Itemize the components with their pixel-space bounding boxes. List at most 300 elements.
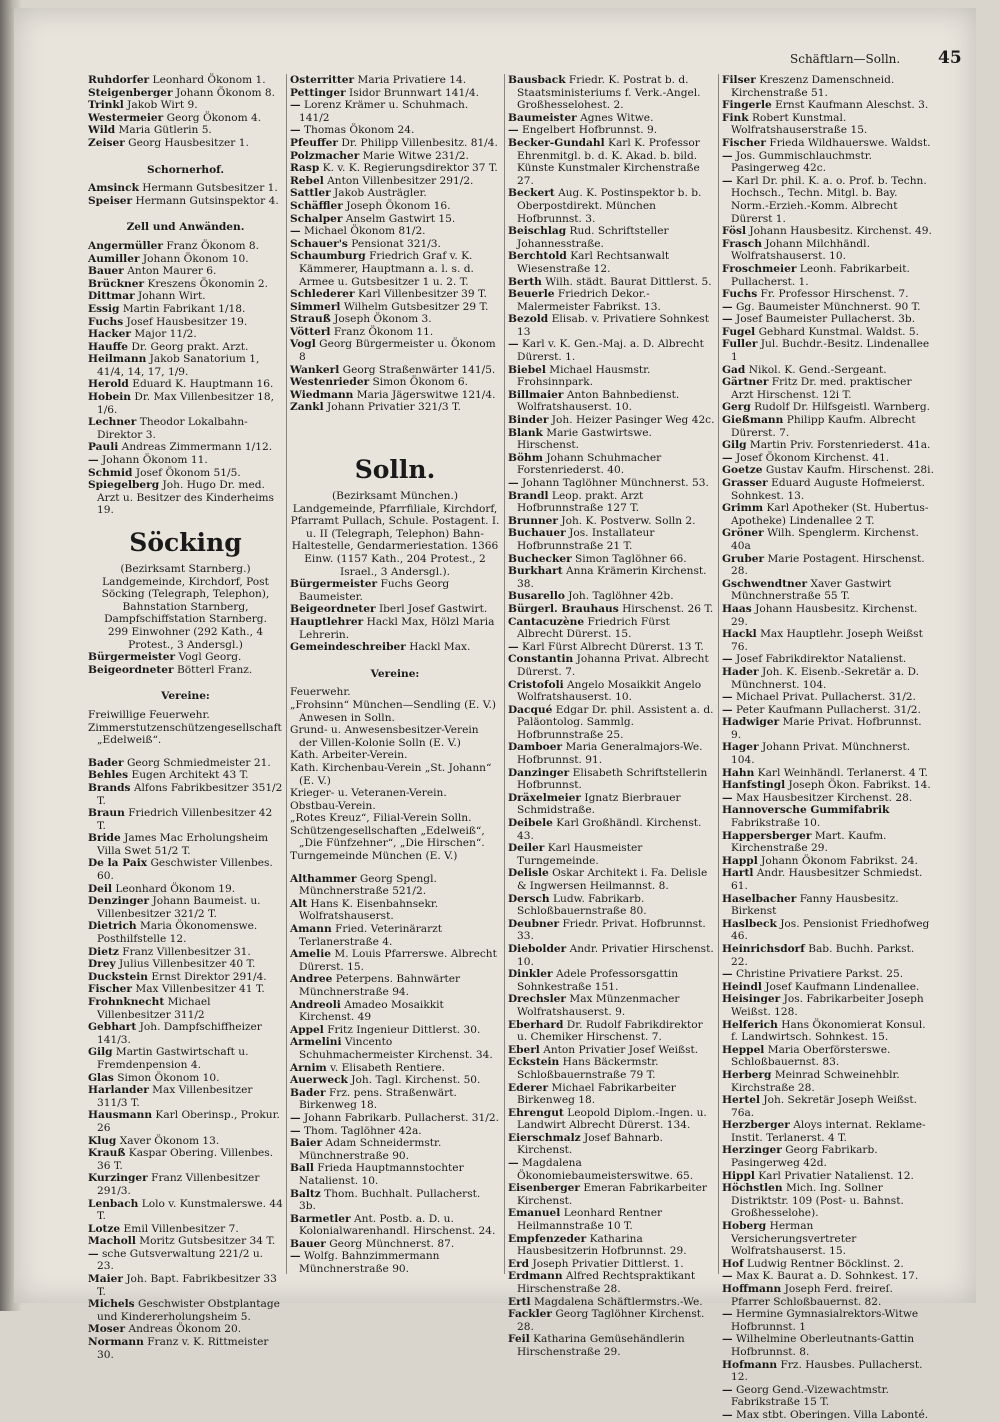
directory-entry	[722, 603, 934, 628]
entry-details: Wilhelmine Oberleutnants-Gattin Hofbrunnst. 8.	[731, 1333, 915, 1358]
directory-entry	[508, 414, 716, 427]
directory-entry	[290, 389, 500, 402]
entry-name: Bauer	[290, 1237, 326, 1250]
entry-details: Friedrich Fürst Albrecht Dürerst. 15.	[517, 615, 670, 641]
directory-entry	[722, 968, 934, 981]
directory-entry	[290, 973, 500, 998]
entry-name: Hoffmann	[722, 1283, 782, 1295]
entry-details: Joh. Sekretär Joseph Weißst. 76a.	[731, 1094, 917, 1119]
entry-name: —	[290, 1111, 301, 1124]
entry-name: Deubner	[508, 917, 560, 930]
entry-name: Fuchs	[88, 315, 124, 328]
entry-name: Gerg	[722, 401, 751, 414]
directory-entry	[290, 187, 500, 200]
entry-details: Wilhelm Gutsbesitzer 29 T.	[343, 300, 489, 313]
directory-entry	[722, 628, 934, 653]
directory-entry	[508, 452, 716, 477]
entry-details: Maria Oberförsterswe. Schloßbauernst. 83.	[731, 1043, 891, 1069]
entry-details: Thomas Ökonom 24.	[303, 124, 415, 137]
entry-details: Eduard K. Hauptmann 16.	[132, 378, 274, 391]
entry-details: Karl v. K. Gen.-Maj. a. D. Albrecht Dürerst. 1.	[517, 338, 704, 364]
entry-name: Barmetler	[290, 1212, 351, 1225]
entry-name: Brandl	[508, 489, 549, 502]
directory-entry	[290, 150, 500, 163]
entry-details: Hermine Gymnasialrektors-Witwe Hofbrunnst. 1	[731, 1308, 919, 1333]
entry-name: Gad	[722, 363, 746, 376]
entry-details: Aug. K. Postinspektor b. b. Oberpostdirekt. München Hofbrunnst. 3.	[517, 187, 702, 225]
entry-details: Johann Taglöhner Münchnerst. 53.	[521, 477, 709, 489]
entry-name: Schaumburg	[290, 250, 366, 263]
entry-details: Maria Ökonomenswe. Posthilfstelle 12.	[97, 920, 258, 946]
entry-name: —	[722, 1408, 733, 1421]
directory-entry	[722, 1283, 934, 1308]
entry-details: Geschwister Obstplantage und Kindererholungsheim 5.	[97, 1298, 280, 1323]
spacer	[290, 434, 500, 444]
entry-name: Sattler	[290, 187, 331, 200]
entry-name: Zankl	[290, 401, 324, 414]
directory-entry	[508, 1308, 716, 1333]
directory-entry	[290, 313, 500, 326]
directory-entry	[290, 999, 500, 1024]
entry-name: Hartl	[722, 867, 754, 880]
entry-name: Fink	[722, 111, 749, 124]
directory-entry	[722, 1409, 934, 1422]
directory-entry	[722, 414, 934, 439]
entry-name: Ederer	[508, 1081, 549, 1094]
entry-name: Berchtold	[508, 250, 567, 263]
directory-entry	[508, 427, 716, 452]
entry-details: Anna Krämerin Kirchenst. 38.	[517, 565, 707, 590]
directory-entry	[508, 1296, 716, 1309]
entry-name: —	[722, 1383, 733, 1396]
entry-name: Happersberger	[722, 829, 812, 842]
spacer	[290, 424, 500, 434]
entry-details: Fritz Dr. med. praktischer Arzt Hirschenst. 12i T.	[731, 376, 912, 401]
entry-details: Karl K. Professor Ehrenmitgl. b. d. K. Akad. b. bild. Künste Kunstmaler Kirchenstraße 27.	[517, 136, 700, 187]
entry-name: Fösl	[722, 225, 746, 238]
directory-entry	[88, 182, 283, 195]
entry-name: —	[722, 703, 733, 716]
directory-entry	[508, 1207, 716, 1232]
directory-entry	[508, 1233, 716, 1258]
entry-name: Delisle	[508, 867, 549, 880]
directory-entry	[88, 240, 283, 253]
directory-entry	[722, 452, 934, 465]
entry-details: Georg Straßenwärter 141/5.	[342, 363, 496, 376]
directory-entry	[88, 441, 283, 454]
association-entry: Freiwillige Feuerwehr.	[88, 708, 210, 721]
entry-details: Elisab. v. Privatiere Sohnkest 13	[517, 313, 709, 338]
entry-name: Feil	[508, 1333, 530, 1346]
entry-name: Beuerle	[508, 288, 555, 301]
entry-name: Heppel	[722, 1043, 765, 1056]
entry-name: Grasser	[722, 477, 768, 489]
entry-details: Franz Ökonom 11.	[333, 325, 434, 338]
directory-entry	[88, 1172, 283, 1197]
entry-name: Herzinger	[722, 1144, 782, 1157]
directory-entry	[508, 389, 716, 414]
entry-details: Georg Taglöhner Kirchenst. 28.	[517, 1308, 705, 1333]
entry-name: —	[722, 791, 733, 804]
entry-details: Joh. Tagl. Kirchenst. 50.	[351, 1074, 481, 1087]
entry-name: Wankerl	[290, 363, 340, 376]
directory-entry	[88, 832, 283, 857]
directory-entry	[88, 1046, 283, 1071]
directory-entry	[508, 616, 716, 641]
directory-entry	[290, 898, 500, 923]
entry-details: Joh. K. Eisenb.-Sekretär a. D. Münchnerst. 104.	[731, 665, 920, 691]
entry-details: Wilh. städt. Baurat Dittlerst. 5.	[545, 275, 712, 288]
entry-details: Moritz Gutsbesitzer 34 T.	[139, 1235, 276, 1248]
directory-entry	[290, 948, 500, 973]
directory-entry	[290, 1238, 500, 1251]
directory-entry	[722, 1270, 934, 1283]
entry-details: Friedrich Dekor.-Malermeister Fabrikst. 13.	[517, 288, 661, 313]
entry-name: Brückner	[88, 277, 145, 290]
directory-entry	[508, 1182, 716, 1207]
entry-name: Heinrichsdorf	[722, 942, 805, 955]
entry-details: Xaver Gastwirt Münchnerstraße 55 T.	[731, 577, 892, 603]
association-entry: Kath. Arbeiter-Verein.	[290, 749, 408, 762]
association-entry: Kath. Kirchenbau-Verein „St. Johann“ (E. V.)	[290, 761, 492, 787]
entry-details: Anselm Gastwirt 15.	[345, 212, 456, 225]
entry-name: Strauß	[290, 313, 331, 326]
entry-details: Hans K. Eisenbahnsekr. Wolfratshauserst.	[299, 897, 439, 923]
entry-details: Lorenz Krämer u. Schuhmach. 141/2	[299, 99, 469, 124]
directory-entry	[290, 1062, 500, 1075]
entry-details: Emil Villenbesitzer 7.	[123, 1222, 239, 1235]
entry-name: Danzinger	[508, 766, 570, 779]
entry-name: Haselbacher	[722, 892, 797, 905]
entry-details: Friedrich Villenbesitzer 42 T.	[97, 807, 273, 832]
directory-entry	[722, 376, 934, 401]
entry-details: Karl Privatier Natalienst. 12.	[758, 1169, 914, 1182]
directory-entry	[722, 313, 934, 326]
entry-details: Georg Ökonom 4.	[166, 111, 262, 124]
directory-entry	[508, 1132, 716, 1157]
directory-entry	[508, 477, 716, 490]
directory-entry	[722, 1258, 934, 1271]
entry-details: Karl Hausmeister Turngemeinde.	[517, 842, 643, 867]
entry-name: Gruber	[722, 552, 765, 565]
entry-details: Johann Privat. Münchnerst. 104.	[731, 741, 911, 767]
directory-entry	[508, 943, 716, 968]
entry-name: Gröner	[722, 527, 764, 540]
section-heading: Vereine:	[161, 690, 210, 703]
entry-name: Harlander	[88, 1084, 149, 1097]
entry-name: Lenbach	[88, 1197, 139, 1210]
entry-details: Hirschenst. 26 T.	[622, 602, 714, 615]
directory-entry	[722, 666, 934, 691]
entry-name: Lechner	[88, 416, 137, 429]
directory-entry	[508, 1333, 716, 1358]
entry-name: Arnim	[290, 1061, 327, 1074]
directory-entry	[290, 1213, 500, 1238]
entry-details: Frz. Hausbes. Pullacherst. 12.	[731, 1358, 923, 1384]
entry-name: Deiler	[508, 842, 545, 855]
association-entry: Feuerwehr.	[290, 686, 351, 699]
entry-name: Böhm	[508, 451, 543, 464]
directory-entry	[88, 479, 283, 517]
entry-name: Erdmann	[508, 1270, 563, 1283]
entry-name: Hackl	[722, 628, 757, 641]
directory-entry	[88, 883, 283, 896]
entry-name: Frohnknecht	[88, 996, 165, 1008]
entry-details: Martin Priv. Forstenriederst. 41a.	[749, 439, 931, 452]
directory-entry	[290, 1125, 500, 1138]
entry-name: Dittmar	[88, 290, 135, 303]
entry-name: Fugel	[722, 325, 756, 338]
association-entry: Krieger- u. Veteranen-Verein.	[290, 787, 447, 800]
directory-entry	[722, 792, 934, 805]
directory-entry	[88, 807, 283, 832]
directory-entry	[88, 195, 283, 208]
entry-details: Max Villenbesitzer 311/3 T.	[97, 1084, 253, 1109]
entry-name: Biebel	[508, 363, 546, 376]
directory-entry	[88, 137, 283, 150]
directory-entry	[722, 943, 934, 968]
directory-entry	[290, 376, 500, 389]
entry-details: Michael Ökonom 81/2.	[303, 225, 426, 238]
entry-details: Joseph Ökonom 16.	[346, 199, 451, 212]
entry-name: Brunner	[508, 514, 558, 527]
column-rule	[718, 74, 719, 1274]
association-entry: Schützengesellschaften „Edelweiß“, „Die Fünfzehner“, „Die Hirschen“.	[290, 824, 485, 850]
entry-details: Oskar Architekt i. Fa. Delisle & Ingwersen Heilmannst. 8.	[517, 867, 708, 892]
entry-details: Peter Kaufmann Pullacherst. 31/2.	[735, 703, 921, 716]
entry-name: Froschmeier	[722, 262, 797, 275]
entry-name: Filser	[722, 74, 756, 86]
directory-entry	[722, 553, 934, 578]
entry-name: Hauffe	[88, 340, 129, 353]
directory-entry	[508, 187, 716, 225]
directory-entry	[290, 1137, 500, 1162]
entry-name: —	[722, 313, 733, 326]
entry-details: Leopold Diplom.-Ingen. u. Landwirt Albrecht Dürerst. 134.	[517, 1106, 707, 1132]
entry-details: Ernst Kaufmann Aleschst. 3.	[775, 99, 929, 112]
entry-details: Simon Ökonom 10.	[117, 1071, 220, 1084]
entry-details: Maria Gütlerin 5.	[118, 124, 212, 137]
entry-name: Vogl	[290, 338, 316, 351]
entry-details: Mich. Ing. Sollner Distriktstr. 109 (Post- u. Bahnst. Großhesselohe).	[731, 1182, 904, 1220]
entry-details: Johann Privatier 321/3 T.	[327, 401, 461, 414]
entry-details: Jakob Sanatorium 1, 41/4, 14, 17, 1/9.	[97, 353, 260, 378]
entry-details: Gustav Kaufm. Hirschenst. 28i.	[765, 464, 934, 477]
entry-name: Heindl	[722, 980, 762, 993]
entry-details: Johanna Privat. Albrecht Dürerst. 7.	[517, 653, 709, 678]
directory-entry	[88, 1021, 283, 1046]
place-title: Solln.	[354, 455, 436, 485]
directory-entry	[722, 326, 934, 339]
entry-name: Trinkl	[88, 99, 124, 112]
directory-entry	[722, 112, 934, 137]
entry-details: Leonhard Ökonom 1.	[152, 74, 266, 86]
entry-details: Maria Generalmajors-We. Hofbrunnst. 91.	[517, 741, 703, 767]
directory-entry	[722, 502, 934, 527]
directory-entry	[88, 328, 283, 341]
entry-name: Herzberger	[722, 1119, 790, 1132]
entry-details: Dr. Philipp Villenbesitz. 81/4.	[341, 136, 498, 149]
entry-details: Max stbt. Oberingen. Villa Labonté.	[735, 1408, 929, 1421]
entry-name: Denzinger	[88, 895, 150, 908]
entry-name: —	[722, 691, 733, 704]
entry-details: Jos. Gummischlauchmstr. Pasingerweg 42c.	[731, 149, 873, 175]
directory-entry	[508, 867, 716, 892]
place-description: (Bezirksamt Starnberg.)	[120, 563, 251, 575]
association-entry: „Frohsinn“ München—Sendling (E. V.) Anwesen in Solln.	[290, 698, 497, 724]
entry-name: Gärtner	[722, 376, 769, 389]
entry-details: Joh. Hugo Dr. med. Arzt u. Besitzer des Kinderheims 19.	[97, 479, 274, 517]
directory-entry	[722, 477, 934, 502]
spacer	[290, 414, 500, 424]
entry-details: Jos. Installateur Hofbrunnstraße 21 T.	[517, 527, 655, 552]
column-3	[508, 74, 716, 1359]
entry-details: Marie Witwe 231/2.	[362, 149, 469, 162]
entry-details: Max Hausbesitzer Kirchenst. 28.	[735, 791, 913, 804]
running-header: Schäftlarn—Solln.	[790, 52, 901, 66]
directory-entry	[722, 1119, 934, 1144]
directory-entry	[290, 641, 500, 654]
entry-details: Gebhard Kunstmal. Waldst. 5.	[758, 325, 919, 338]
entry-details: Hans Ökonomierat Konsul. f. Landwirtsch. Sohnkest. 15.	[731, 1018, 926, 1044]
entry-details: Michael Hausmstr. Frohsinnpark.	[517, 363, 651, 389]
entry-details: Nikol. K. Gend.-Sergeant.	[748, 363, 887, 376]
entry-details: Alfons Fabrikbesitzer 351/2 T.	[97, 781, 283, 807]
directory-entry	[508, 276, 716, 289]
directory-entry	[722, 464, 934, 477]
entry-name: Amelie	[290, 948, 331, 961]
directory-entry	[722, 767, 934, 780]
directory-entry	[722, 704, 934, 717]
directory-entry	[88, 278, 283, 291]
directory-entry	[88, 958, 283, 971]
directory-entry	[722, 137, 934, 150]
entry-details: Katharina Hausbesitzerin Hofbrunnst. 29.	[517, 1232, 687, 1258]
directory-entry	[722, 1069, 934, 1094]
entry-name: —	[290, 124, 301, 137]
entry-name: Aumiller	[88, 252, 140, 265]
entry-details: Anton Privatier Josef Weißst.	[543, 1043, 699, 1056]
entry-details: Julius Villenbesitzer 40 T.	[119, 958, 256, 971]
entry-details: Elisabeth Schriftstellerin Hofbrunnst.	[517, 766, 708, 792]
directory-entry	[508, 817, 716, 842]
directory-entry	[722, 301, 934, 314]
directory-entry	[722, 238, 934, 263]
directory-entry	[508, 603, 716, 616]
directory-entry	[722, 855, 934, 868]
entry-name: Hanfstingl	[722, 779, 786, 792]
directory-entry	[88, 265, 283, 278]
entry-name: Fackler	[508, 1308, 552, 1321]
entry-name: Hauptlehrer	[290, 615, 364, 628]
entry-details: Max K. Baurat a. D. Sohnkest. 17.	[735, 1270, 919, 1283]
entry-name: Schauer's	[290, 237, 348, 250]
entry-name: Wild	[88, 124, 116, 137]
entry-details: Wilh. Spenglerm. Kirchenst. 40a	[731, 527, 919, 552]
directory-entry	[290, 1036, 500, 1061]
entry-details: Amadeo Mosaikkit Kirchenst. 49	[299, 998, 444, 1024]
entry-details: Karl Weinhändl. Terlanerst. 4 T.	[757, 766, 928, 779]
entry-name: Eberhard	[508, 1018, 564, 1031]
directory-entry	[508, 918, 716, 943]
directory-entry	[508, 74, 716, 112]
entry-details: Johann Ökonom 11.	[101, 454, 208, 467]
association-entry: „Rotes Kreuz“, Filial-Verein Solln.	[290, 812, 472, 825]
entry-details: Maria Jägerswitwe 121/4.	[356, 388, 496, 401]
directory-entry	[88, 253, 283, 266]
entry-name: Bürgermeister	[88, 651, 176, 664]
entry-details: Josef Ökonom Kirchenst. 41.	[735, 451, 890, 464]
entry-details: Ignatz Bierbrauer Schmidstraße.	[517, 791, 681, 817]
entry-name: Gilg	[722, 439, 747, 452]
place-description: 299 Einwohner (292 Kath., 4 Protest., 3 Andersgl.)	[107, 625, 264, 651]
entry-details: Peterpens. Bahnwärter Münchnerstraße 94.	[299, 973, 461, 998]
section-heading: Zell und Anwänden.	[126, 221, 245, 234]
directory-entry	[722, 99, 934, 112]
directory-entry	[88, 1147, 283, 1172]
entry-details: Johann Hausbesitz. Kirchenst. 49.	[749, 225, 932, 238]
directory-entry	[290, 87, 500, 100]
association-entry: Obstbau-Verein.	[290, 799, 376, 812]
entry-name: Busarello	[508, 590, 565, 603]
directory-entry	[290, 1112, 500, 1125]
entry-details: Karl Dr. phil. K. a. o. Prof. b. Techn. Hochsch., Techn. Mitgl. b. Bay. Norm.-Erzieh.-Komm. Albrecht Dürerst 1.	[731, 174, 927, 225]
entry-name: —	[290, 225, 301, 238]
entry-name: Drey	[88, 958, 116, 971]
entry-name: Schmid	[88, 466, 133, 479]
entry-name: Haslbeck	[722, 917, 777, 930]
entry-details: Andreas Zimmermann 1/12.	[121, 441, 273, 454]
entry-name: Hausmann	[88, 1109, 153, 1122]
entry-name: Zeiser	[88, 136, 125, 149]
directory-entry	[722, 1044, 934, 1069]
directory-entry	[722, 691, 934, 704]
entry-details: Angelo Mosaikkit Angelo Wolfratshauserst. 10.	[517, 678, 702, 704]
directory-entry	[290, 873, 500, 898]
page-number: 45	[938, 48, 962, 68]
entry-name: Hoberg	[722, 1220, 767, 1233]
directory-entry	[290, 137, 500, 150]
entry-details: Johann Ökonom Fabrikst. 24.	[761, 854, 918, 867]
entry-details: Josef Hausbesitzer 19.	[126, 315, 248, 328]
entry-details: Josef Fabrikdirektor Natalienst.	[735, 653, 907, 666]
directory-entry	[722, 1094, 934, 1119]
directory-entry	[508, 112, 716, 125]
entry-name: Schäffler	[290, 199, 343, 212]
directory-entry	[508, 704, 716, 742]
entry-details: Rudolf Dr. Hilfsgeistl. Warnberg.	[754, 401, 930, 414]
directory-entry	[722, 993, 934, 1018]
entry-details: Lolo v. Kunstmalerswe. 44 T.	[97, 1197, 283, 1223]
entry-name: Gemeindeschreiber	[290, 641, 406, 654]
directory-entry	[290, 200, 500, 213]
entry-name: Fuchs	[722, 288, 758, 301]
entry-details: Fabrikstraße 10.	[731, 817, 821, 830]
entry-details: Georg Hausbesitzer 1.	[128, 136, 249, 149]
directory-entry	[508, 1044, 716, 1057]
entry-name: Fuller	[722, 338, 758, 351]
entry-name: Wiedmann	[290, 388, 354, 401]
entry-details: Johann Milchhändl. Wolfratshauserst. 10.	[731, 237, 870, 263]
entry-name: Frasch	[722, 237, 762, 250]
directory-entry	[508, 968, 716, 993]
entry-details: Josef Ökonom 51/5.	[135, 466, 241, 479]
entry-name: Westenrieder	[290, 376, 370, 389]
entry-name: Appel	[290, 1023, 324, 1036]
directory-entry	[722, 439, 934, 452]
directory-entry	[290, 578, 500, 603]
entry-name: Herold	[88, 378, 129, 391]
